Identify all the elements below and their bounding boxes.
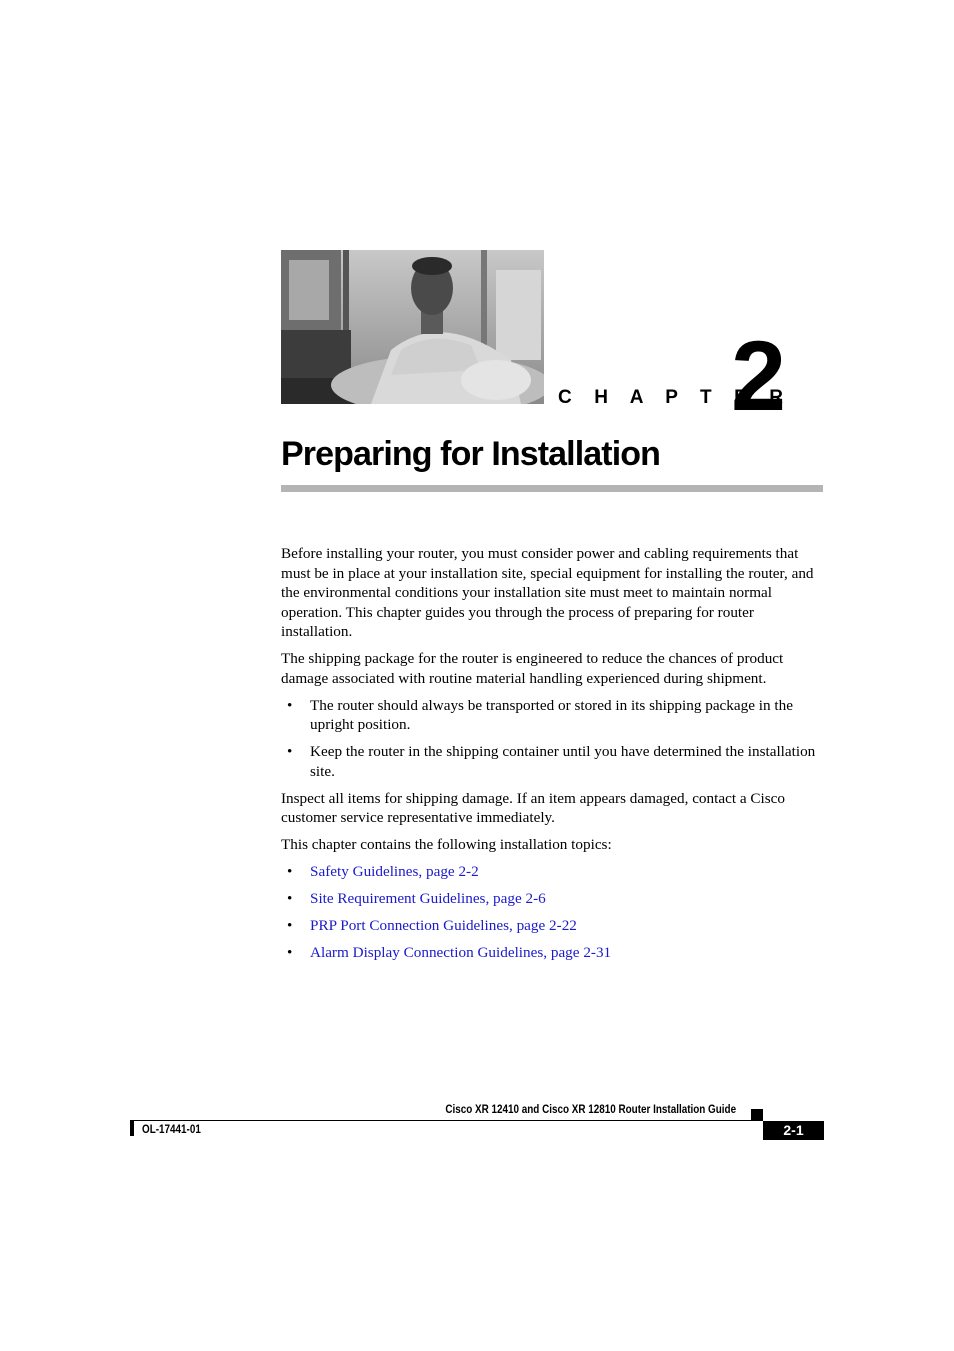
- bullet-icon: •: [287, 696, 293, 714]
- footer-guide-title: Cisco XR 12410 and Cisco XR 12810 Router Installation Guide: [445, 1104, 736, 1116]
- bullet-icon: •: [287, 863, 293, 880]
- link-prp-port-connection-guidelines[interactable]: PRP Port Connection Guidelines, page 2-22: [310, 917, 577, 934]
- bullet-icon: •: [287, 743, 293, 760]
- chapter-photo: [281, 250, 544, 404]
- list-item: [281, 889, 823, 909]
- page-number: 2-1: [763, 1121, 824, 1140]
- topics-intro: This chapter contains the following installation topics:: [281, 836, 612, 853]
- shipping-bullet-list: [281, 696, 823, 782]
- footer-doc-number: OL-17441-01: [142, 1124, 201, 1136]
- footer-divider: [130, 1120, 763, 1121]
- list-item: [281, 943, 823, 963]
- link-safety-guidelines[interactable]: Safety Guidelines, page 2-2: [310, 863, 479, 880]
- inspect-paragraph: Inspect all items for shipping damage. If an item appears damaged, contact a Cisco customer service representative immediately.: [281, 789, 785, 826]
- list-item: [281, 862, 823, 882]
- topics-link-list: [281, 862, 823, 963]
- link-site-requirement-guidelines[interactable]: Site Requirement Guidelines, page 2-6: [310, 890, 546, 907]
- list-item: • The router should always be transported or stored in its shipping package in the upright position.: [287, 696, 793, 733]
- chapter-body: [281, 544, 823, 970]
- chapter-label: C H A P T E R: [558, 387, 792, 408]
- link-alarm-display-connection-guidelines[interactable]: Alarm Display Connection Guidelines, page 2-31: [310, 944, 612, 961]
- chapter-title: Preparing for Installation: [281, 435, 660, 473]
- list-item: • Keep the router in the shipping container until you have determined the installation site.: [287, 743, 816, 780]
- bullet-icon: •: [287, 917, 293, 934]
- chapter-number: 2: [731, 320, 787, 431]
- intro-paragraph: Before installing your router, you must consider power and cabling requirements that must be in place at your installation site, special equipment for installing the router, and the environmental conditions your installation site must meet to maintain normal operation. This chapter guides you through the process of preparing for router installation.: [281, 545, 814, 640]
- bullet-icon: •: [287, 944, 293, 961]
- shipping-paragraph: The shipping package for the router is engineered to reduce the chances of product damage associated with routine material handling experienced during shipment.: [281, 650, 784, 687]
- bullet-icon: •: [287, 890, 293, 907]
- title-rule: [281, 485, 823, 492]
- footer-left-marker: [130, 1121, 134, 1136]
- list-item: [281, 916, 823, 936]
